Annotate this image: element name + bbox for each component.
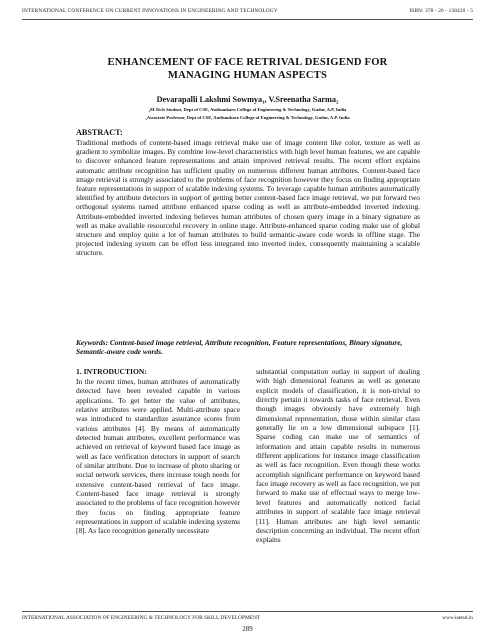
body-column-left bbox=[76, 367, 240, 536]
section-heading-introduction: 1. INTRODUCTION: bbox=[76, 367, 147, 376]
author-affiliation-1: ₁M.Tech Student, Dept of CSE, Audisankara College of Engineering & Technology, Gudur, A.P, India bbox=[148, 107, 347, 112]
footer-association-name: INTERNATIONAL ASSOCIATION OF ENGINEERING & TECHNOLOGY FOR SKILL DEVELOPMENT bbox=[22, 615, 261, 621]
header-rule bbox=[22, 19, 473, 20]
page-number: 289 bbox=[242, 626, 253, 633]
body-column-right bbox=[256, 367, 420, 545]
paper-authors: Devarapalli Lakshmi Sowmya₁, V.Sreenatha Sarma₂ bbox=[156, 95, 339, 104]
paper-title-line-1: ENHANCEMENT OF FACE RETRIVAL DESIGEND FOR bbox=[107, 57, 388, 68]
paper-title-line-2: MANAGING HUMAN ASPECTS bbox=[167, 70, 328, 81]
running-header bbox=[22, 8, 473, 18]
keywords: Keywords: Content-based image retrieval, Attribute recognition, Feature representations, Binary signature, Semantic-aware code words. bbox=[76, 338, 403, 357]
introduction-paragraph-right: substantial computation outlay in support of dealing with high dimensional features as well as generate explicit models of classification, it is non-trivial to directly pertain it towards tasks of face retrieval. Even though images obviously have extremely high dimensional representation, those within similar class generally lie on a low dimensional subspace [1]. Sparse coding can make use of semantics of information and attain capable results in numerous different applications for instance image classification as well as face recognition. Even though these works accomplish significant performance on keyword based face image recovery as well as face recognition, we put forward to make use of effectual ways to merge low-level features and automatically noticed facial attributes in support of scalable face image retrieval [11]. Human attributes are high level semantic description concerning an individual. The recent effort explains bbox=[256, 367, 420, 545]
abstract-heading: ABSTRACT: bbox=[76, 128, 123, 137]
footer-rule bbox=[22, 611, 473, 612]
author-affiliation-2: ₂Associate Professor, Dept of CSE, Audisankara College of Engineering & Technology, Gudur, A.P. India bbox=[145, 115, 350, 120]
header-isbn: ISBN: 378 - 26 - 138420 - 5 bbox=[409, 8, 473, 14]
header-conference-name: INTERNATIONAL CONFERENCE ON CURRENT INNOVATIONS IN ENGINEERING AND TECHNOLOGY bbox=[22, 8, 278, 14]
running-footer bbox=[22, 615, 473, 625]
abstract-text: Traditional methods of content-based image retrieval make use of image content like color, texture as well as gradient to symbolize images. By combine low-level characteristics with high level human features, we are capable to discover enhanced feature representations and attain improved retrieval results. The recent effort explains automatic attribute recognition has sufficient quality on numerous different human attributes. Content-based face image retrieval is strongly associated to the problems of face recognition however they focus on finding appropriate feature representations in support of scalable indexing systems. To leverage capable human attributes automatically identified by attribute detectors in support of getting better content-based face image retrieval, we put forward two orthogonal systems named attribute enhanced sparse coding as well as attribute-embedded inverted indexing. Attribute-embedded inverted indexing believes human attributes of chosen query image in a binary signature as well as make available resourceful recovery in online stage. Attribute-enhanced sparse coding make use of global structure and employ quite a lot of human attributes to build semantic-aware code words in offline stage. The projected indexing system can be effort less integrated into inverted index, consequently maintaining a scalable structure. bbox=[76, 138, 420, 258]
introduction-paragraph-left: In the recent times, human attributes of automatically detected have been revealed capable in various applications. To get better the value of attributes, relative attributes were applied. Multi-attribute space was introduced to standardize assurance scores from various attributes [4]. By means of automatically detected human attributes, excellent performance was achieved on retrieval of keyword based face image as well as face verification detectors in support of search of similar attribute. Due to increase of photo sharing or social network services, there increase tough needs for extensive content-based retrieval of face image. Content-based face image retrieval is strongly associated to the problems of face recognition however they focus on finding appropriate feature representations in support of scalable indexing systems [8]. As face recognition generally necessitate bbox=[76, 376, 240, 536]
paper-title bbox=[40, 56, 455, 82]
footer-website-link[interactable]: www.iaetsd.in bbox=[442, 615, 473, 621]
